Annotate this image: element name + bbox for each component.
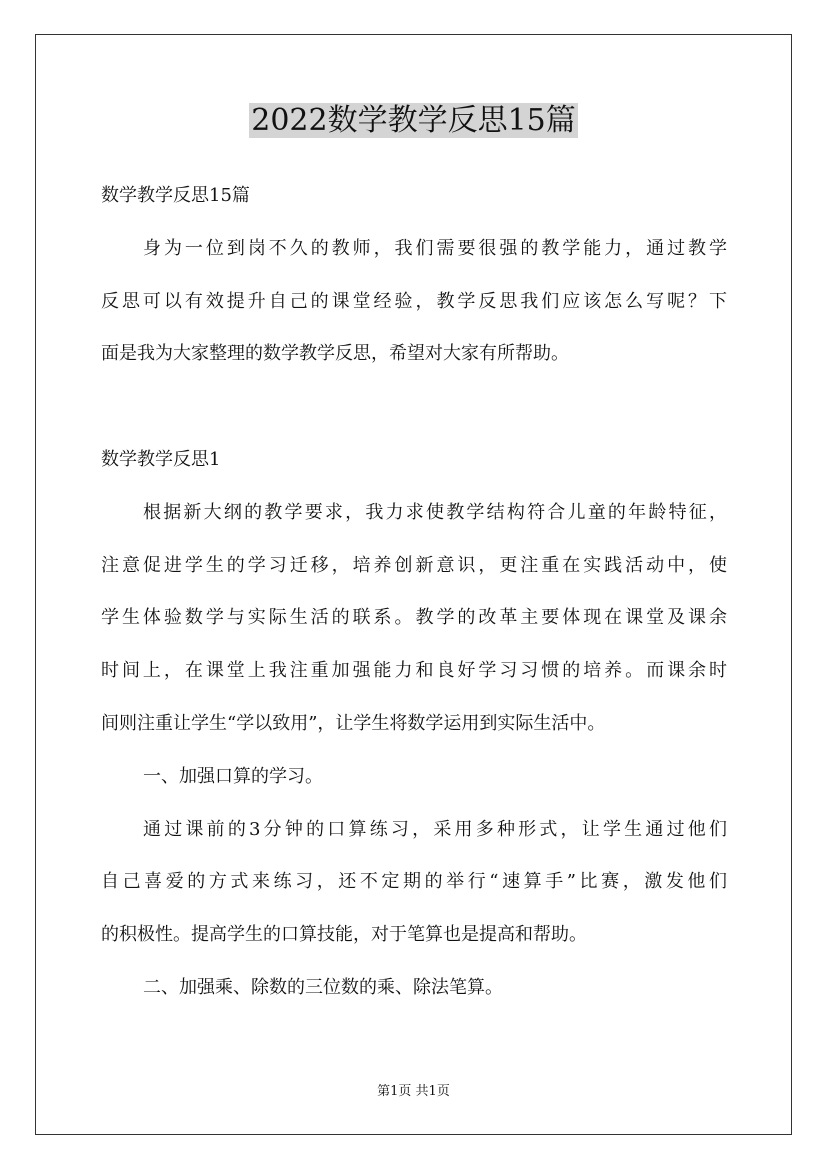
section1-line-4: 时间上，在课堂上我注重加强能力和良好学习习惯的培养。而课余时 <box>101 660 727 682</box>
section1-line-2: 注意促进学生的学习迁移，培养创新意识，更注重在实践活动中，使 <box>101 554 727 576</box>
point1-line-2: 自己喜爱的方式来练习，还不定期的举行“速算手”比赛，激发他们 <box>101 871 727 893</box>
intro-line-2: 反思可以有效提升自己的课堂经验，教学反思我们应该怎么写呢？下 <box>101 290 727 312</box>
intro-line-3: 面是我为大家整理的数学教学反思，希望对大家有所帮助。 <box>101 343 569 365</box>
page-footer: 第1页 共1页 <box>377 1084 450 1099</box>
section1-line-3: 学生体验数学与实际生活的联系。教学的改革主要体现在课堂及课余 <box>101 607 727 629</box>
point1-line-3: 的积极性。提高学生的口算技能，对于笔算也是提高和帮助。 <box>101 924 587 946</box>
section-heading: 数学教学反思1 <box>101 448 221 470</box>
intro-line-1: 身为一位到岗不久的教师，我们需要很强的教学能力，通过教学 <box>143 237 727 259</box>
point1-line-1: 通过课前的3分钟的口算练习，采用多种形式，让学生通过他们 <box>143 818 727 840</box>
point-1-heading: 一、加强口算的学习。 <box>143 765 323 787</box>
document-body <box>101 170 727 1015</box>
document-title-text: 2022数学教学反思15篇 <box>251 103 576 138</box>
document-subtitle: 数学教学反思15篇 <box>101 185 250 206</box>
section1-line-5: 间则注重让学生“学以致用”，让学生将数学运用到实际生活中。 <box>101 712 606 734</box>
document-title <box>0 100 827 142</box>
point-2-heading: 二、加强乘、除数的三位数的乘、除法笔算。 <box>143 976 503 998</box>
section1-line-1: 根据新大纲的教学要求，我力求使教学结构符合儿童的年龄特征， <box>143 501 727 523</box>
paragraph-gap <box>101 381 727 434</box>
